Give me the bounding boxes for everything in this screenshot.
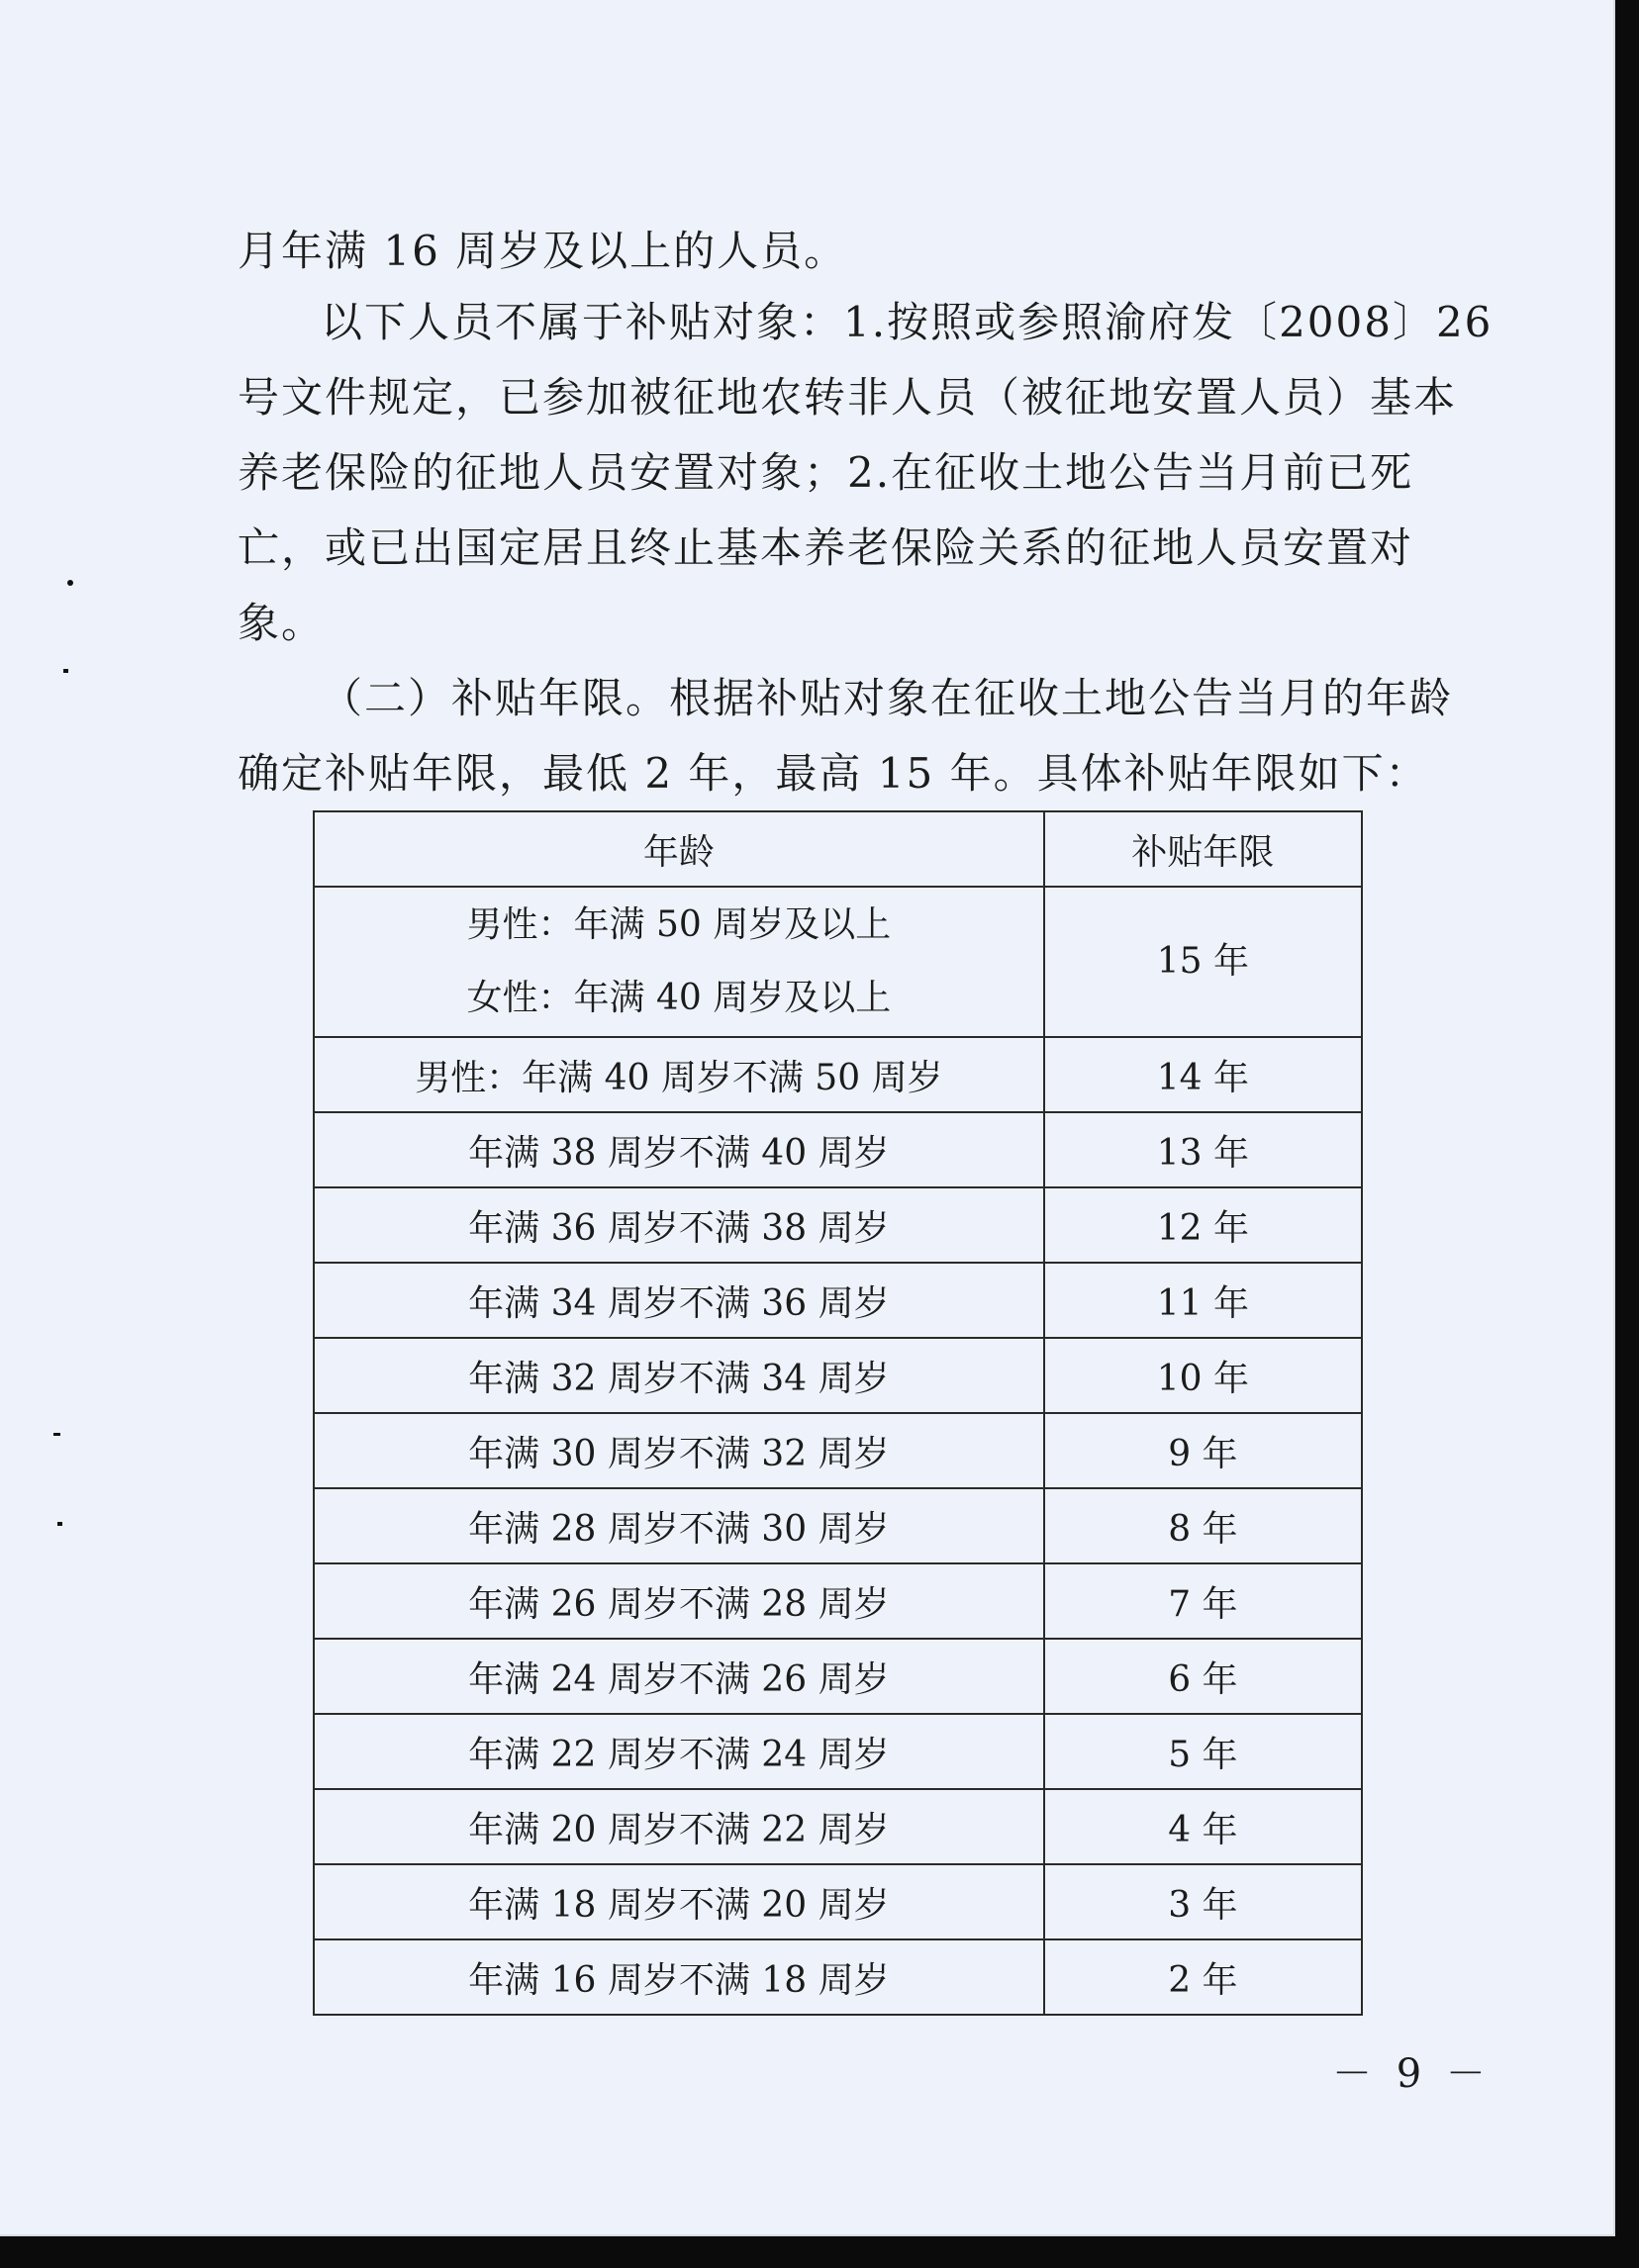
page-number: － 9 － [1332, 2051, 1492, 2097]
paragraph-line: （二）补贴年限。根据补贴对象在征收土地公告当月的年龄 [321, 674, 1454, 722]
table-row [314, 1639, 1362, 1714]
cell-years: 14 年 [1044, 1037, 1362, 1112]
scan-speck [53, 1433, 60, 1436]
table-row [314, 1864, 1362, 1939]
table-row [314, 1112, 1362, 1187]
cell-years: 8 年 [1044, 1488, 1362, 1563]
cell-age: 年满 38 周岁不满 40 周岁 [314, 1112, 1044, 1187]
paragraph-line: 象。 [238, 599, 326, 647]
table-row [314, 1187, 1362, 1263]
table-row [314, 887, 1362, 1037]
table-row [314, 1789, 1362, 1864]
table-row [314, 1338, 1362, 1413]
cell-age-male: 男性：年满 50 周岁及以上 [466, 904, 892, 945]
scan-speck [57, 1522, 62, 1526]
cell-age: 男性：年满 40 周岁不满 50 周岁 [314, 1037, 1044, 1112]
cell-years: 5 年 [1044, 1714, 1362, 1789]
paragraph-line: 以下人员不属于补贴对象：1.按照或参照渝府发〔2008〕26 [321, 298, 1494, 346]
cell-years: 12 年 [1044, 1187, 1362, 1263]
cell-years: 10 年 [1044, 1338, 1362, 1413]
paragraph-continuation: 月年满 16 周岁及以上的人员。 [238, 227, 848, 275]
paragraph-line: 确定补贴年限，最低 2 年，最高 15 年。具体补贴年限如下： [238, 749, 1429, 798]
cell-years: 3 年 [1044, 1864, 1362, 1939]
cell-age: 年满 24 周岁不满 26 周岁 [314, 1639, 1044, 1714]
header-age: 年龄 [314, 811, 1044, 887]
table-header-row [314, 811, 1362, 887]
cell-age: 年满 30 周岁不满 32 周岁 [314, 1413, 1044, 1488]
cell-years: 15 年 [1044, 887, 1362, 1037]
cell-age: 年满 16 周岁不满 18 周岁 [314, 1939, 1044, 2015]
cell-age: 年满 20 周岁不满 22 周岁 [314, 1789, 1044, 1864]
cell-years: 13 年 [1044, 1112, 1362, 1187]
table-row [314, 1488, 1362, 1563]
cell-years: 7 年 [1044, 1563, 1362, 1639]
cell-age: 年满 32 周岁不满 34 周岁 [314, 1338, 1044, 1413]
table-row [314, 1714, 1362, 1789]
paragraph-line: 号文件规定，已参加被征地农转非人员（被征地安置人员）基本 [238, 373, 1458, 422]
cell-age: 年满 22 周岁不满 24 周岁 [314, 1714, 1044, 1789]
cell-years: 11 年 [1044, 1263, 1362, 1338]
cell-age: 年满 18 周岁不满 20 周岁 [314, 1864, 1044, 1939]
paragraph-exclusions [238, 285, 1494, 661]
paragraph-subsidy-years [238, 661, 1454, 811]
cell-age: 年满 26 周岁不满 28 周岁 [314, 1563, 1044, 1639]
cell-age: 年满 36 周岁不满 38 周岁 [314, 1187, 1044, 1263]
cell-years: 6 年 [1044, 1639, 1362, 1714]
subsidy-years-table [313, 810, 1363, 2016]
cell-years: 9 年 [1044, 1413, 1362, 1488]
cell-age [314, 887, 1044, 1037]
cell-age: 年满 28 周岁不满 30 周岁 [314, 1488, 1044, 1563]
cell-years: 2 年 [1044, 1939, 1362, 2015]
table-row [314, 1939, 1362, 2015]
scan-speck [63, 669, 68, 673]
paragraph-line: 亡，或已出国定居且终止基本养老保险关系的征地人员安置对 [238, 523, 1414, 572]
table-row [314, 1563, 1362, 1639]
cell-years: 4 年 [1044, 1789, 1362, 1864]
header-years: 补贴年限 [1044, 811, 1362, 887]
cell-age: 年满 34 周岁不满 36 周岁 [314, 1263, 1044, 1338]
cell-age-female: 女性：年满 40 周岁及以上 [466, 978, 892, 1018]
table-row [314, 1037, 1362, 1112]
table-row [314, 1413, 1362, 1488]
table-row [314, 1263, 1362, 1338]
scan-speck [67, 580, 73, 586]
paragraph-line: 养老保险的征地人员安置对象；2.在征收土地公告当月前已死 [238, 448, 1414, 497]
